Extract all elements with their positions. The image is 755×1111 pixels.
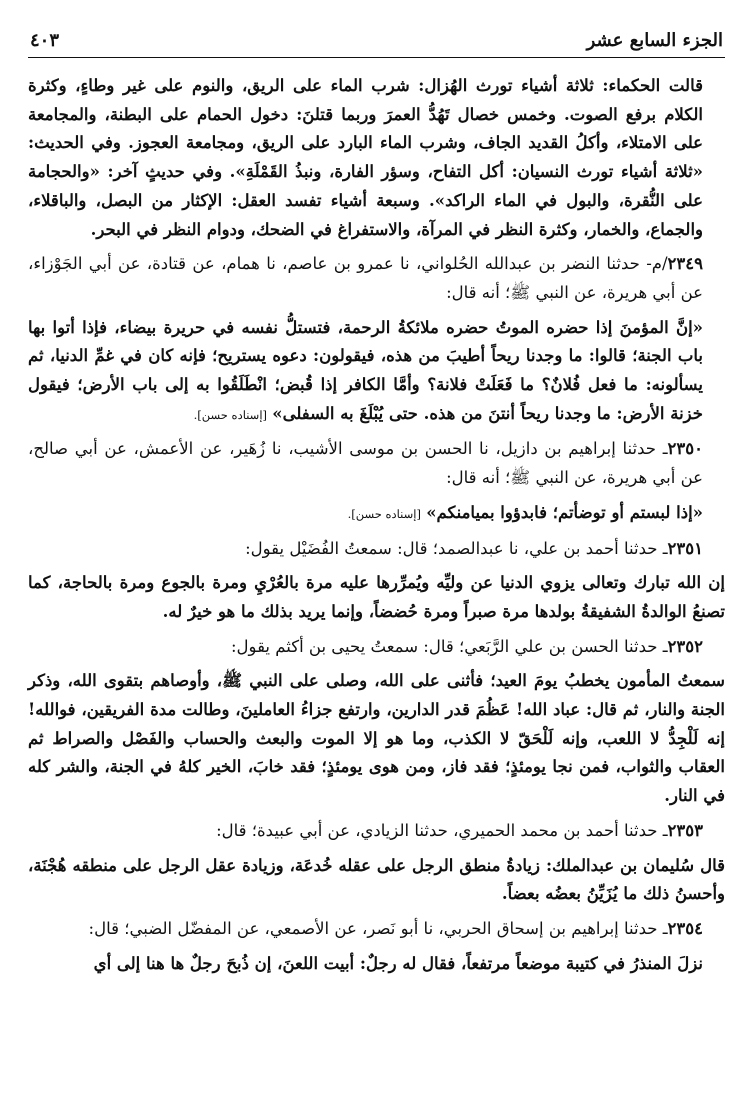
hadith-2351-matn [28,569,725,626]
hadith-2352 [28,633,725,662]
matn-text: إن الله تبارك وتعالى يزوي الدنيا عن وليِّه ويُمرِّرها عليه مرة بالعُرْيِ ومرة بالجوع ومرة بالحاجة، كما تصنعُ الوالدةُ الشفيقةُ بولدها مرة صبراً ومرة حُضضاً، وإنما يريد بذلك ما هو خيرٌ له. [28,573,725,621]
hadith-2353 [28,817,725,846]
hadith-number: ٢٣٥٣ [667,820,703,840]
isnad-text: ـ حدثنا إبراهيم بن إسحاق الحربي، نا أبو نَصر، عن الأصمعي، عن المفضّل الضبي؛ قال: [88,918,668,938]
hadith-2350 [28,435,725,492]
isnad-text: /م- حدثنا النضر بن عبدالله الحُلواني، نا عمرو بن عاصم، نا همام، عن قتادة، عن أبي الجَوْزاء، عن أبي هريرة، عن النبي ﷺ؛ أنه قال: [28,254,703,302]
hadith-2353-matn [28,852,725,909]
matn-text: قالت الحكماء: ثلاثة أشياء تورث الهُزال: شرب الماء على الريق، والنوم على غير وطاءٍ، وكثرة الكلام برفع الصوت. وخمس خصال تَهُدُّ العمرَ وربما قتلنَ: دخول الحمام على البطنة، والمجامعة على الامتلاء، وأكلُ القديد الجاف، وشرب الماء البارد على الريق، ومجامعة العجوز. وفي الحديث: «ثلاثة أشياء تورث النسيان: أكل التفاح، وسؤر الفارة، ونبذُ القَمْلَةِ». وفي حديثٍ آخر: «والحجامة على النُّقرة، والبول في الماء الراكد». وسبعة أشياء تفسد العقل: الإكثار من البصل، والباقلاء، والجماع، والخمار، وكثرة النظر في المرآة، والاستفراغ في الضحك، ودوام النظر في البحر. [28,76,703,239]
hadith-number: ٢٣٤٩ [667,254,703,274]
matn-text: سمعتُ المأمون يخطبُ يومَ العيد؛ فأثنى على الله، وصلى على النبي ﷺ، وأوصاهم بتقوى الله، وذكر الجنة والنار، ثم قال: عباد الله! عَظُمَ قدر الدارين، وارتفع جزاءُ العاملينَ، وطالت مدة الفريقين، فوالله! إنه لَلْجِدُّ لا اللعب، وإنه لَلْحَقّ لا الكذب، وما هو إلا الموت والبعث والحساب والفَصْل والصراط ثم العقاب والثواب، فمن نجا يومئذٍ؛ فقد فاز، ومن هوى يومئذٍ؛ فقد خابَ، الخير كلهُ في الجنة، والشر كله في النار. [28,671,725,806]
hadith-2350-matn [28,499,725,529]
hadith-2349-matn [28,314,725,430]
hadith-2351 [28,535,725,564]
page-number: ٤٠٣ [30,30,60,51]
isnad-text: ـ حدثنا أحمد بن محمد الحميري، حدثنا الزيادي، عن أبي عبيدة؛ قال: [216,820,668,840]
matn-text: قال سُليمان بن عبدالملك: زيادةُ منطق الرجل على عقله خُدعَة، وزيادة عقل الرجل على منطقه هُجْنَة، وأحسنُ ذلك ما يُزَيِّنُ بعضُه بعضاً. [28,855,725,904]
page-body [28,72,725,978]
hadith-2352-matn [28,667,725,811]
hadith-number: ٢٣٥١ [667,538,703,558]
paragraph-hukama [28,72,725,244]
hadith-number: ٢٣٥٠ [667,439,703,459]
grading-note: [إسناده حسن]. [193,407,267,422]
grading-note: [إسناده حسن]. [347,506,421,521]
matn-text: «إنَّ المؤمنَ إذا حضره الموتُ حضره ملائكةُ الرحمة، فتستلُّ نفسه في حريرة بيضاء، فإذا أتوا بها باب الجنة؛ قالوا: ما وجدنا ريحاً أطيبَ من هذه، فيقولون: دعوه يستريح؛ فإنه كان في غمِّ الدنيا، ثم يسألونه: ما فعل فُلانٌ؟ ما فَعَلَتْ فلانة؟ وأمَّا الكافر إذا قُبض؛ انْطَلَقُوا به إلى باب الأرض؛ فيقول خزنة الأرض: ما وجدنا ريحاً أنتنَ من هذه. حتى يُبْلَغَ به السفلى» [28,317,703,423]
isnad-text: ـ حدثنا الحسن بن علي الرَّبَعي؛ قال: سمعتُ يحيى بن أكثم يقول: [231,636,668,656]
hadith-number: ٢٣٥٤ [667,918,703,938]
hadith-2354-matn [28,950,725,979]
matn-text: نزلَ المنذرُ في كتيبة موضعاً مرتفعاً، فقال له رجلٌ: أبيت اللعنَ، إن ذُبحَ رجلٌ ها هنا إلى أي [93,953,703,973]
matn-text: «إذا لبستم أو توضأتم؛ فابدؤوا بميامنكم» [426,502,703,522]
isnad-text: ـ حدثنا إبراهيم بن دازيل، نا الحسن بن موسى الأشيب، نا زُهَير، عن الأعمش، عن أبي صالح، عن أبي هريرة، عن النبي ﷺ؛ أنه قال: [28,439,703,488]
hadith-2354 [28,915,725,944]
running-header [28,30,725,58]
hadith-2349 [28,250,725,307]
isnad-text: ـ حدثنا أحمد بن علي، نا عبدالصمد؛ قال: سمعتُ الفُضَيْل يقول: [245,538,668,558]
hadith-number: ٢٣٥٢ [667,636,703,656]
running-title: الجزء السابع عشر [586,30,723,51]
